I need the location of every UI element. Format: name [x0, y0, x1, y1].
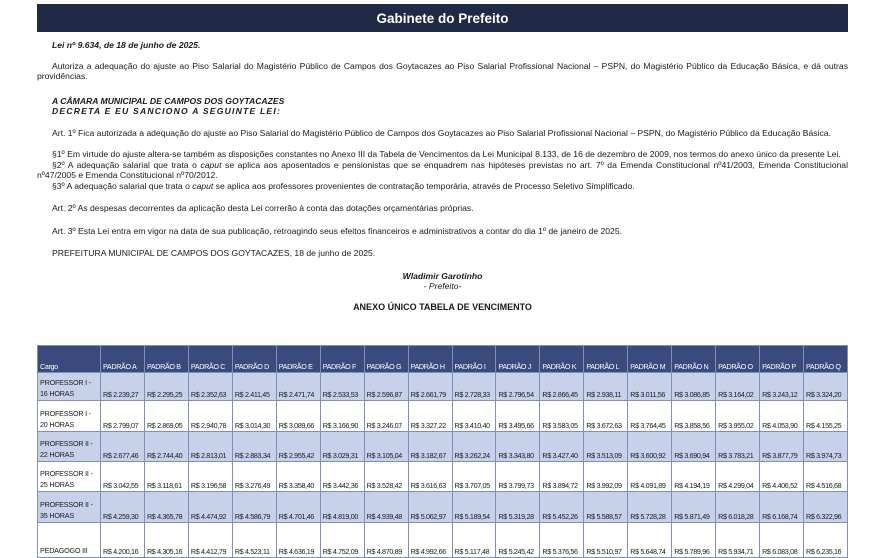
- cell-value: R$ 5.245,42: [496, 523, 540, 558]
- table-row: [38, 462, 848, 492]
- cell-value: R$ 2.796,54: [496, 373, 540, 401]
- cell-value: R$ 3.029,31: [320, 432, 364, 462]
- cell-value: R$ 2.471,74: [276, 373, 320, 401]
- cell-value: R$ 4.586,79: [232, 492, 276, 523]
- column-header-padrao: PADRÃO Q: [804, 346, 848, 373]
- cell-value: R$ 3.442,36: [320, 462, 364, 492]
- cell-value: R$ 4.305,16: [144, 523, 188, 558]
- column-header-padrao: PADRÃO K: [540, 346, 584, 373]
- cell-value: R$ 2.728,33: [452, 373, 496, 401]
- paragraph-2-text-b: se aplica aos aposentados e pensionistas que se enquadrem nas hipóteses previstas no art. 7º da Emenda Constitucional nº41/2003, Emenda Constitucional nº47/2005 e Emenda Constitucional nº70/2012.: [37, 159, 848, 180]
- cell-value: R$ 4.819,00: [320, 492, 364, 523]
- cell-value: R$ 4.474,92: [188, 492, 232, 523]
- law-document: [37, 40, 848, 312]
- cell-value: R$ 3.166,90: [320, 401, 364, 432]
- cell-value: R$ 3.164,02: [716, 373, 760, 401]
- cell-value: R$ 3.118,61: [144, 462, 188, 492]
- cell-value: R$ 5.728,28: [628, 492, 672, 523]
- cell-value: R$ 2.883,34: [232, 432, 276, 462]
- cell-value: R$ 3.014,30: [232, 401, 276, 432]
- cell-value: R$ 3.276,49: [232, 462, 276, 492]
- column-header-padrao: PADRÃO D: [232, 346, 276, 373]
- section-header: [37, 4, 848, 32]
- signatory-role: - Prefeito-: [423, 281, 462, 291]
- cell-value: R$ 2.869,05: [144, 401, 188, 432]
- cell-value: R$ 5.934,71: [716, 523, 760, 558]
- cell-value: R$ 5.648,74: [628, 523, 672, 558]
- column-header-cargo: Cargo: [38, 346, 101, 373]
- cell-value: R$ 4.752,09: [320, 523, 364, 558]
- cell-value: R$ 3.243,12: [760, 373, 804, 401]
- article-2: Art. 2º As despesas decorrentes da aplicação desta Lei correrão à conta das dotações orçamentárias próprias.: [52, 203, 474, 213]
- cell-value: R$ 6.083,08: [760, 523, 804, 558]
- cell-value: R$ 4.299,04: [716, 462, 760, 492]
- cell-value: R$ 4.523,11: [232, 523, 276, 558]
- cell-value: R$ 3.246,07: [364, 401, 408, 432]
- cell-value: R$ 3.410,40: [452, 401, 496, 432]
- cell-value: R$ 3.042,55: [101, 462, 145, 492]
- cell-value: R$ 3.089,66: [276, 401, 320, 432]
- cell-value: R$ 4.701,46: [276, 492, 320, 523]
- decree-heading: DECRETA E EU SANCIONO A SEGUINTE LEI:: [52, 106, 282, 116]
- cell-value: R$ 3.955,02: [716, 401, 760, 432]
- cell-value: R$ 3.182,67: [408, 432, 452, 462]
- cell-value: R$ 2.352,63: [188, 373, 232, 401]
- cell-value: R$ 5.510,97: [584, 523, 628, 558]
- column-header-padrao: PADRÃO O: [716, 346, 760, 373]
- place-date: PREFEITURA MUNICIPAL DE CAMPOS DOS GOYTACAZES, 18 de junho de 2025.: [52, 248, 376, 258]
- cell-value: R$ 3.358,40: [276, 462, 320, 492]
- column-header-padrao: PADRÃO E: [276, 346, 320, 373]
- column-header-padrao: PADRÃO P: [760, 346, 804, 373]
- cell-value: R$ 4.053,90: [760, 401, 804, 432]
- cell-value: R$ 5.319,28: [496, 492, 540, 523]
- cell-value: R$ 4.194,19: [672, 462, 716, 492]
- column-header-padrao: PADRÃO H: [408, 346, 452, 373]
- column-header-padrao: PADRÃO B: [144, 346, 188, 373]
- cell-value: R$ 4.636,19: [276, 523, 320, 558]
- annex-title: ANEXO ÚNICO TABELA DE VENCIMENTO: [353, 301, 532, 312]
- cell-value: R$ 3.992,09: [584, 462, 628, 492]
- cell-value: R$ 5.588,57: [584, 492, 628, 523]
- column-header-padrao: PADRÃO F: [320, 346, 364, 373]
- cell-value: R$ 3.600,92: [628, 432, 672, 462]
- cell-value: R$ 3.690,94: [672, 432, 716, 462]
- table-row: [38, 492, 848, 523]
- paragraph-1: §1º Em virtude do ajuste altera-se também as disposições constantes no Anexo III da Tabela de Vencimentos da Lei Municipal 8.133, de 16 de dezembro de 2009, nos termos do anexo único da presente Lei.: [52, 149, 841, 159]
- table-row: [38, 373, 848, 401]
- cell-value: R$ 3.196,58: [188, 462, 232, 492]
- column-header-padrao: PADRÃO M: [628, 346, 672, 373]
- cell-cargo: PEDAGOGO III: [38, 523, 101, 558]
- cell-value: R$ 4.091,89: [628, 462, 672, 492]
- cell-value: R$ 3.262,24: [452, 432, 496, 462]
- cell-value: R$ 4.259,30: [101, 492, 145, 523]
- cell-cargo: PROFESSOR I - 20 HORAS: [38, 401, 101, 432]
- salary-table: [37, 345, 848, 558]
- cell-value: R$ 5.062,97: [408, 492, 452, 523]
- cell-value: R$ 2.813,01: [188, 432, 232, 462]
- cell-value: R$ 4.200,16: [101, 523, 145, 558]
- cell-value: R$ 5.189,54: [452, 492, 496, 523]
- cell-value: R$ 3.877,79: [760, 432, 804, 462]
- cell-value: R$ 3.616,63: [408, 462, 452, 492]
- cell-value: R$ 3.583,05: [540, 401, 584, 432]
- cell-value: R$ 4.516,68: [804, 462, 848, 492]
- cell-value: R$ 2.411,45: [232, 373, 276, 401]
- cell-value: R$ 3.783,21: [716, 432, 760, 462]
- cell-value: R$ 2.866,45: [540, 373, 584, 401]
- cell-value: R$ 3.427,40: [540, 432, 584, 462]
- cell-value: R$ 6.018,28: [716, 492, 760, 523]
- table-header-row: [38, 346, 848, 373]
- cell-value: R$ 3.764,45: [628, 401, 672, 432]
- cell-value: R$ 3.011,56: [628, 373, 672, 401]
- cell-value: R$ 2.799,07: [101, 401, 145, 432]
- council-heading: A CÂMARA MUNICIPAL DE CAMPOS DOS GOYTACAZES: [52, 95, 285, 106]
- cell-value: R$ 2.940,78: [188, 401, 232, 432]
- paragraph-3-text-b: se aplica aos professores provenientes de contratação temporária, através de Processo Seletivo Simplificado.: [213, 180, 635, 191]
- paragraph-2-caput: caput: [200, 159, 222, 170]
- cell-value: R$ 4.412,79: [188, 523, 232, 558]
- cell-value: R$ 3.343,80: [496, 432, 540, 462]
- cell-value: R$ 2.295,25: [144, 373, 188, 401]
- paragraph-3: [37, 181, 848, 192]
- cell-value: R$ 3.086,85: [672, 373, 716, 401]
- cell-value: R$ 2.744,40: [144, 432, 188, 462]
- cell-value: R$ 2.661,79: [408, 373, 452, 401]
- column-header-padrao: PADRÃO L: [584, 346, 628, 373]
- article-3: Art. 3º Esta Lei entra em vigor na data de sua publicação, retroagindo seus efeitos financeiros e administrativos a contar do dia 1º de janeiro de 2025.: [52, 225, 622, 236]
- cell-value: R$ 3.528,42: [364, 462, 408, 492]
- cell-value: R$ 2.677,46: [101, 432, 145, 462]
- column-header-padrao: PADRÃO I: [452, 346, 496, 373]
- column-header-padrao: PADRÃO G: [364, 346, 408, 373]
- table-row: [38, 523, 848, 558]
- paragraph-3-caput: caput: [192, 180, 214, 191]
- cell-cargo: PROFESSOR II - 35 HORAS: [38, 492, 101, 523]
- cell-value: R$ 2.955,42: [276, 432, 320, 462]
- article-1: Art. 1º Fica autorizada a adequação do ajuste ao Piso Salarial do Magistério Público de Campos dos Goytacazes ao Piso Salarial Profissional Nacional – PSPN, do Magistério Público da Educação Básica.: [52, 127, 831, 138]
- section-title: Gabinete do Prefeito: [376, 10, 509, 26]
- cell-value: R$ 3.974,73: [804, 432, 848, 462]
- column-header-padrao: PADRÃO N: [672, 346, 716, 373]
- cell-value: R$ 4.155,25: [804, 401, 848, 432]
- cell-value: R$ 3.105,04: [364, 432, 408, 462]
- cell-value: R$ 4.992,66: [408, 523, 452, 558]
- column-header-padrao: PADRÃO C: [188, 346, 232, 373]
- cell-value: R$ 5.376,56: [540, 523, 584, 558]
- cell-value: R$ 2.533,53: [320, 373, 364, 401]
- cell-cargo: PROFESSOR II - 22 HORAS: [38, 432, 101, 462]
- cell-value: R$ 4.939,48: [364, 492, 408, 523]
- paragraph-2-text-a: §2º A adequação salarial que trata o: [52, 159, 201, 170]
- cell-value: R$ 6.168,74: [760, 492, 804, 523]
- cell-cargo: PROFESSOR I - 16 HORAS: [38, 373, 101, 401]
- cell-value: R$ 3.707,05: [452, 462, 496, 492]
- cell-value: R$ 3.513,09: [584, 432, 628, 462]
- cell-cargo: PROFESSOR II - 25 HORAS: [38, 462, 101, 492]
- cell-value: R$ 3.894,72: [540, 462, 584, 492]
- cell-value: R$ 6.322,96: [804, 492, 848, 523]
- column-header-padrao: PADRÃO J: [496, 346, 540, 373]
- paragraph-2: [37, 160, 848, 181]
- law-title: Lei nº 9.634, de 18 de junho de 2025.: [52, 40, 201, 50]
- signatory-name: Wladimir Garotinho: [402, 270, 483, 281]
- cell-value: R$ 5.117,48: [452, 523, 496, 558]
- cell-value: R$ 3.799,73: [496, 462, 540, 492]
- cell-value: R$ 3.858,56: [672, 401, 716, 432]
- cell-value: R$ 6.235,16: [804, 523, 848, 558]
- cell-value: R$ 2.596,87: [364, 373, 408, 401]
- cell-value: R$ 5.871,49: [672, 492, 716, 523]
- cell-value: R$ 3.672,63: [584, 401, 628, 432]
- cell-value: R$ 3.324,20: [804, 373, 848, 401]
- cell-value: R$ 5.789,96: [672, 523, 716, 558]
- cell-value: R$ 5.452,26: [540, 492, 584, 523]
- column-header-padrao: PADRÃO A: [101, 346, 145, 373]
- cell-value: R$ 2.239,27: [101, 373, 145, 401]
- cell-value: R$ 3.327,22: [408, 401, 452, 432]
- cell-value: R$ 4.406,52: [760, 462, 804, 492]
- paragraph-3-text-a: §3º A adequação salarial que trata o: [52, 180, 193, 191]
- table-row: [38, 401, 848, 432]
- cell-value: R$ 4.870,89: [364, 523, 408, 558]
- cell-value: R$ 4.365,78: [144, 492, 188, 523]
- law-summary: Autoriza a adequação do ajuste ao Piso Salarial do Magistério Público de Campos dos Goytacazes ao Piso Salarial Profissional Nacional – PSPN, do Magistério Público da Educação Básica, e dá outras providências.: [37, 60, 848, 81]
- cell-value: R$ 3.495,66: [496, 401, 540, 432]
- cell-value: R$ 2.938,11: [584, 373, 628, 401]
- table-row: [38, 432, 848, 462]
